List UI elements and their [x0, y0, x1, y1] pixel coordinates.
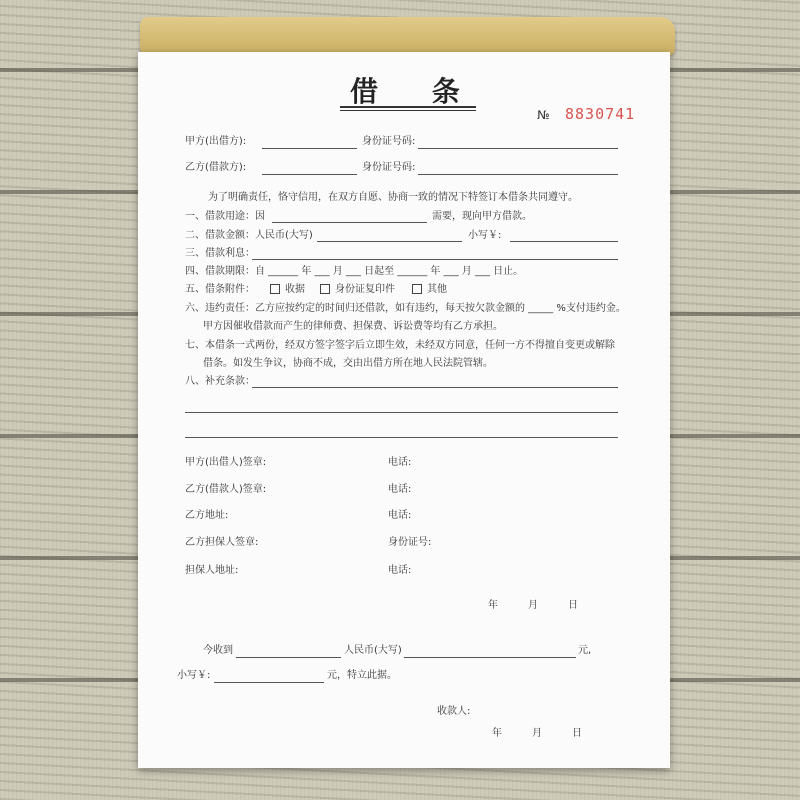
borrower-id-label: 身份证号码: — [362, 162, 416, 173]
clause-6-text: 六、违约责任：乙方应按约定的时间归还借款，如有违约，每天按欠款金额的 _____ %支付违约金。 — [185, 303, 626, 314]
received-from-field[interactable] — [236, 657, 341, 658]
clause-7-text: 七、本借条一式两份，经双方签字签字后立即生效，未经双方同意，任何一方不得擅自变更或解除 — [185, 340, 615, 351]
lender-id-label: 身份证号码: — [362, 136, 416, 147]
supplement-field-1[interactable] — [252, 387, 618, 388]
lender-label: 甲方(出借方): — [185, 136, 247, 147]
borrower-phone-label: 电话: — [388, 484, 412, 495]
clause-4-text: 四、借款期限：自 ______ 年 ___ 月 ___ 日起至 ______ 年 ___ 月 ___ 日止。 — [185, 266, 524, 277]
serial-number: 8830741 — [565, 105, 636, 123]
clause-5-label: 五、借条附件： — [185, 284, 255, 295]
paper-binding-strip — [140, 17, 675, 55]
option-id-copy-label: 身份证复印件 — [335, 284, 395, 295]
receipt-amount-upper-field[interactable] — [404, 657, 576, 658]
lender-field[interactable] — [262, 148, 357, 149]
clause-1-text: 需要，现向甲方借款。 — [432, 211, 532, 222]
clause-7-text-2: 借条。如发生争议，协商不成，交由出借方所在地人民法院管辖。 — [203, 358, 493, 369]
lender-phone-label: 电话: — [388, 457, 412, 468]
amount-upper-field[interactable] — [317, 241, 462, 242]
payee-label: 收款人: — [437, 706, 471, 717]
clause-1-label: 一、借款用途：因 — [185, 211, 265, 222]
receipt-amount-lower-field[interactable] — [214, 682, 324, 683]
attachment-id-copy[interactable] — [320, 284, 395, 296]
amount-lower-label: 小写￥: — [468, 230, 502, 241]
title-underline-thin — [340, 110, 476, 111]
clause-3-label: 三、借款利息： — [185, 248, 255, 259]
borrower-signature-label: 乙方(借款人)签章: — [185, 484, 267, 495]
document-title: 借 条 — [350, 75, 482, 108]
title-underline — [340, 106, 476, 108]
guarantor-id-label: 身份证号: — [388, 537, 432, 548]
checkbox-icon[interactable] — [270, 284, 280, 294]
guarantor-address-label: 担保人地址: — [185, 565, 239, 576]
receipt-received-label: 今收到 — [203, 645, 233, 656]
supplement-field-3[interactable] — [185, 437, 618, 438]
receipt-closing: 元，特立此据。 — [327, 670, 397, 681]
interest-field[interactable] — [252, 259, 618, 260]
lender-signature-label: 甲方(出借人)签章: — [185, 457, 267, 468]
loan-note-sheet — [138, 52, 670, 768]
clause-2-label: 二、借款金额：人民币(大写) — [185, 230, 313, 241]
guarantor-signature-label: 乙方担保人签章: — [185, 537, 259, 548]
receipt-date: 年 月 日 — [492, 728, 582, 739]
address-phone-label: 电话: — [388, 510, 412, 521]
attachment-receipt[interactable] — [270, 284, 305, 296]
clause-6-text-2: 甲方因催收借款而产生的律师费、担保费、诉讼费等均有乙方承担。 — [203, 321, 503, 332]
borrower-label: 乙方(借款方): — [185, 162, 247, 173]
borrower-field[interactable] — [262, 174, 357, 175]
guarantor-phone-label: 电话: — [388, 565, 412, 576]
borrower-id-field[interactable] — [418, 174, 618, 175]
intro-text: 为了明确责任，恪守信用，在双方自愿、协商一致的情况下特签订本借条共同遵守。 — [208, 192, 578, 203]
receipt-lower-label: 小写￥: — [177, 670, 211, 681]
checkbox-icon[interactable] — [412, 284, 422, 294]
amount-lower-field[interactable] — [510, 241, 618, 242]
option-receipt-label: 收据 — [285, 284, 305, 295]
option-other-label: 其他 — [427, 284, 447, 295]
checkbox-icon[interactable] — [320, 284, 330, 294]
signature-date: 年 月 日 — [488, 600, 578, 611]
supplement-field-2[interactable] — [185, 412, 618, 413]
serial-prefix: № — [537, 108, 550, 122]
borrower-address-label: 乙方地址: — [185, 510, 229, 521]
purpose-field[interactable] — [272, 222, 427, 223]
lender-id-field[interactable] — [418, 148, 618, 149]
receipt-yuan: 元, — [578, 645, 592, 656]
attachment-other[interactable] — [412, 284, 447, 296]
clause-8-label: 八、补充条款： — [185, 376, 255, 387]
receipt-rmb-label: 人民币(大写) — [344, 645, 402, 656]
